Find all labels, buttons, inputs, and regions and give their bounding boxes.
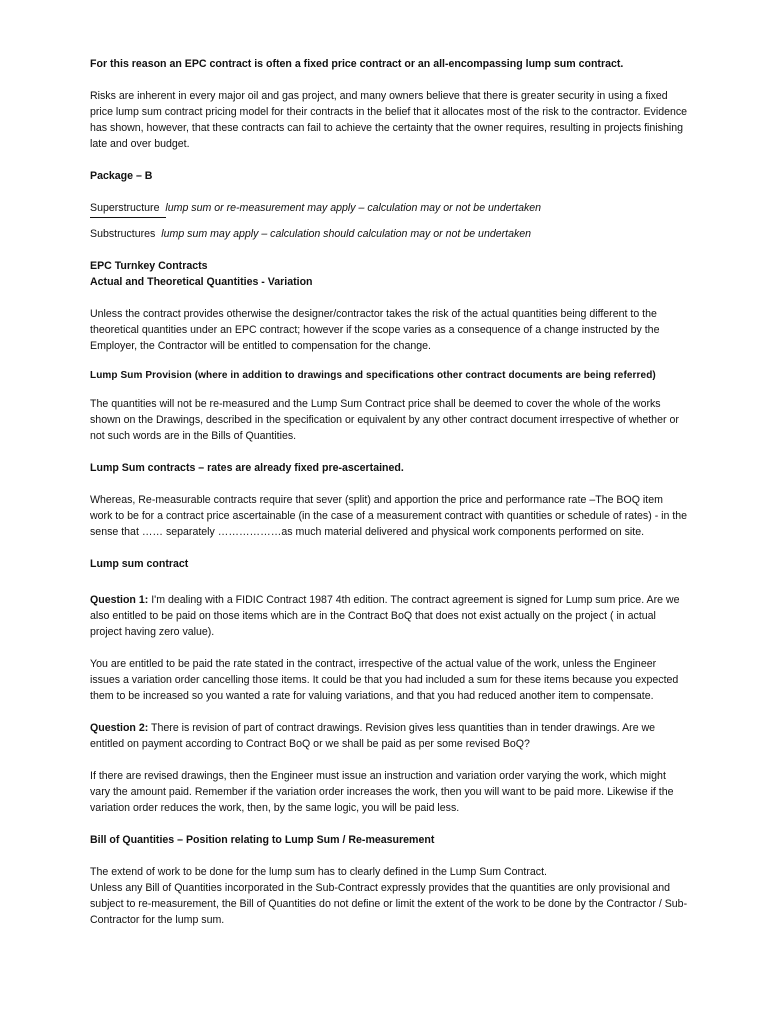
risks-paragraph: Risks are inherent in every major oil and gas project, and many owners believe that there is greater security in using a fixed price lump sum contract pricing model for their contracts in the belief that it allocates most of the risk to the contractor. Evidence has shown, however, that these contracts can fail to achieve the certainty that the owner requires, resulting in projects finishing late and over budget. [90,90,688,150]
boq-heading: Bill of Quantities – Position relating to Lump Sum / Re-measurement [90,834,435,846]
superstructure-underline [90,216,688,226]
question-2 [90,720,688,752]
package-heading: Package – B [90,170,153,182]
intro-heading: For this reason an EPC contract is often a fixed price contract or an all-encompassing lump sum contract. [90,58,624,70]
lump-sum-provision-heading: Lump Sum Provision (where in addition to drawings and specifications other contract documents are being referred) [90,370,656,381]
answer-2: If there are revised drawings, then the Engineer must issue an instruction and variation order varying the work, which might vary the amount paid. Remember if the variation order increases the work, then you will want to be paid more. Likewise if the variation order reduces the work, then, by the same logic, you will be paid less. [90,770,674,814]
substructures-label: Substructures [90,228,156,240]
lump-sum-contract-heading: Lump sum contract [90,558,189,570]
epc-paragraph: Unless the contract provides otherwise the designer/contractor takes the risk of the actual quantities being different to the theoretical quantities under an EPC contract; however if the scope varies as a consequence of a change instructed by the Employer, the Contractor will be entitled to compensation for the change. [90,308,660,352]
superstructure-row [90,200,688,216]
boq-paragraph-1: The extend of work to be done for the lump sum has to clearly defined in the Lump Sum Contract. [90,866,547,878]
superstructure-label: Superstructure [90,202,160,214]
superstructure-note: lump sum or re-measurement may apply – calculation may or not be undertaken [165,202,542,214]
epc-heading-1: EPC Turnkey Contracts [90,260,208,272]
question-1-text: I'm dealing with a FIDIC Contract 1987 4th edition. The contract agreement is signed for Lump sum price. Are we also entitled to be paid on those items which are in the Contract BoQ that does not exist actually on the project ( in actual project having zero value). [90,594,680,638]
substructures-note: lump sum may apply – calculation should calculation may or not be undertaken [161,228,532,240]
epc-heading-2: Actual and Theoretical Quantities - Variation [90,276,313,288]
lump-sum-provision-paragraph: The quantities will not be re-measured and the Lump Sum Contract price shall be deemed to cover the whole of the works shown on the Drawings, described in the specification or equivalent by any other contract document irrespective of whether or not such words are in the Bills of Quantities. [90,398,679,442]
question-1 [90,592,688,640]
remeasurable-paragraph: Whereas, Re-measurable contracts require that sever (split) and apportion the price and performance rate –The BOQ item work to be for a contract price ascertainable (in the case of a measurement contract with quantities or schedule of rates) - in the sense that …… separately ………………as much material delivered and physical work components performed on site. [90,494,688,538]
rates-heading: Lump Sum contracts – rates are already fixed pre-ascertained. [90,462,404,474]
question-2-label: Question 2: [90,722,149,734]
question-1-label: Question 1: [90,594,149,606]
boq-paragraph-2: Unless any Bill of Quantities incorporated in the Sub-Contract expressly provides that the quantities are only provisional and subject to re-measurement, the Bill of Quantities do not define or limit the extent of the work to be done by the Contractor / Sub-Contractor for the lump sum. [90,882,688,926]
answer-1: You are entitled to be paid the rate stated in the contract, irrespective of the actual value of the work, unless the Engineer issues a variation order cancelling those items. It could be that you had included a sum for these items because you expected them to be increased so you wanted a rate for valuing variations, and that you had reduced another item to compensate. [90,658,679,702]
substructures-row [90,226,688,242]
question-2-text: There is revision of part of contract drawings. Revision gives less quantities than in tender drawings. Are we entitled on payment according to Contract BoQ or we shall be paid as per some revised BoQ? [90,722,656,750]
underline-rule [90,216,166,218]
